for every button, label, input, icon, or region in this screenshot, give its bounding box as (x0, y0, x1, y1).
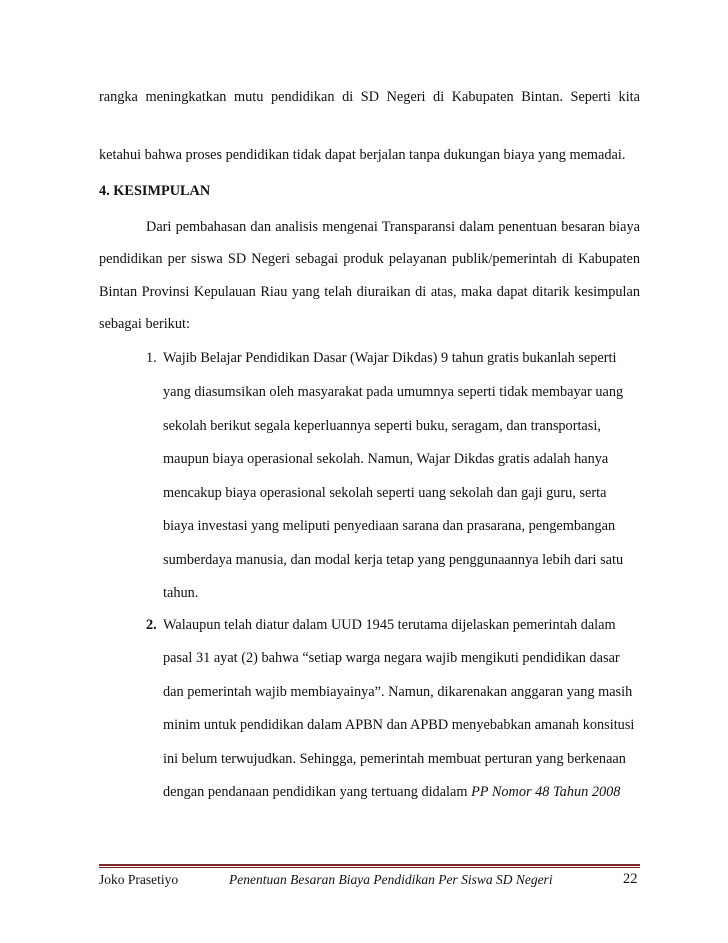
paragraph-line-2: pendidikan per siswa SD Negeri sebagai produk pelayanan publik/pemerintah di Kabupaten (99, 251, 640, 267)
list-item-1-line-2: yang diasumsikan oleh masyarakat pada umumnya seperti tidak membayar uang (163, 384, 624, 400)
list-item-1-line-8: tahun. (163, 585, 199, 601)
list-item-2-line-2: pasal 31 ayat (2) bahwa “setiap warga negara wajib mengikuti pendidikan dasar (163, 650, 620, 666)
page-number: 22 (623, 871, 638, 887)
list-item-1-line-3: sekolah berikut segala keperluannya seperti buku, seragam, dan transportasi, (163, 418, 601, 434)
list-item-2-number: 2. (146, 617, 157, 633)
paragraph-line-4: sebagai berikut: (99, 316, 190, 332)
intro-line-1: rangka meningkatkan mutu pendidikan di SD Negeri di Kabupaten Bintan. Seperti kita (99, 89, 640, 105)
list-item-2-line-4: minim untuk pendidikan dalam APBN dan APBD menyebabkan amanah konsitusi (163, 717, 635, 733)
section-heading: 4. KESIMPULAN (99, 183, 211, 199)
list-item-1-number: 1. (146, 350, 157, 366)
list-item-2-line-1: Walaupun telah diatur dalam UUD 1945 terutama dijelaskan pemerintah dalam (163, 617, 616, 633)
list-item-1-line-6: biaya investasi yang meliputi penyediaan sarana dan prasarana, pengembangan (163, 518, 616, 534)
list-item-1-line-1: Wajib Belajar Pendidikan Dasar (Wajar Dikdas) 9 tahun gratis bukanlah seperti (163, 350, 617, 366)
list-item-2-line-6-text: dengan pendanaan pendidikan yang tertuang didalam (163, 784, 472, 800)
list-item-1-line-5: mencakup biaya operasional sekolah seperti uang sekolah dan gaji guru, serta (163, 485, 607, 501)
list-item-2-line-5: ini belum terwujudkan. Sehingga, pemerintah membuat perturan yang berkenaan (163, 751, 626, 767)
paragraph-line-1: Dari pembahasan dan analisis mengenai Transparansi dalam penentuan besaran biaya (146, 219, 640, 235)
list-item-2-line-6 (163, 784, 620, 801)
list-item-1-line-4: maupun biaya operasional sekolah. Namun, Wajar Dikdas gratis adalah hanya (163, 451, 609, 467)
intro-line-2: ketahui bahwa proses pendidikan tidak dapat berjalan tanpa dukungan biaya yang memadai. (99, 147, 626, 163)
footer-title: Penentuan Besaran Biaya Pendidikan Per Siswa SD Negeri (229, 872, 553, 887)
footer-author: Joko Prasetiyo (99, 872, 179, 887)
regulation-reference: PP Nomor 48 Tahun 2008 (471, 784, 621, 800)
paragraph-line-3: Bintan Provinsi Kepulauan Riau yang telah diuraikan di atas, maka dapat ditarik kesimpulan (99, 284, 640, 300)
footer-rule (99, 864, 640, 866)
footer-rule-thin (99, 867, 640, 868)
list-item-1-line-7: sumberdaya manusia, dan modal kerja tetap yang penggunaannya lebih dari satu (163, 552, 624, 568)
list-item-2-line-3: dan pemerintah wajib membiayainya”. Namun, dikarenakan anggaran yang masih (163, 684, 633, 700)
